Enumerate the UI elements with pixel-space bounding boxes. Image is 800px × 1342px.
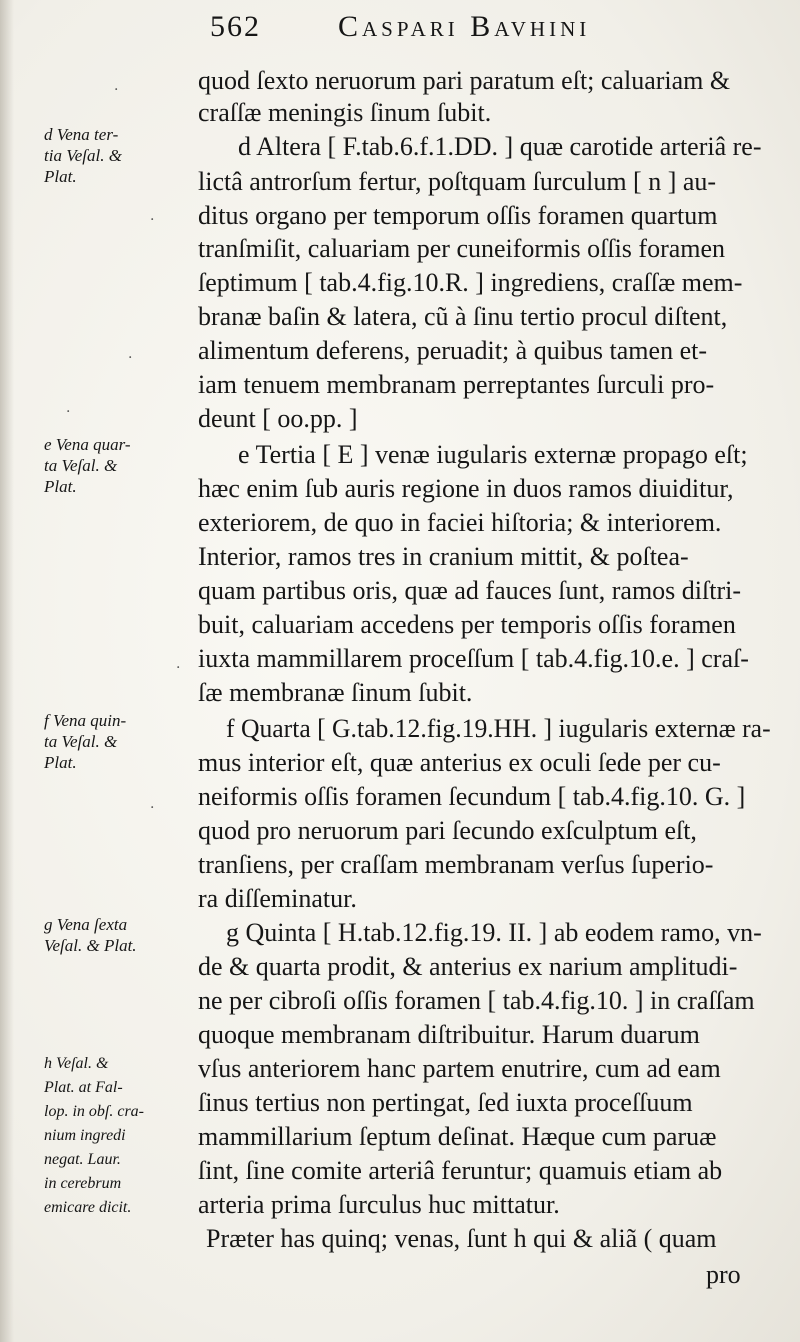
marginal-note-line: Plat. (44, 167, 77, 186)
text-line: deunt [ oo.pp. ] (198, 404, 358, 433)
running-head: Caspari Bavhini (338, 10, 591, 43)
marginal-note-line: g Vena ſexta (44, 915, 128, 934)
ink-speck: · (128, 350, 133, 366)
text-line: d Altera [ F.tab.6.f.1.DD. ] quæ carotide arteriâ re- (238, 132, 762, 161)
ink-speck: · (150, 800, 155, 816)
text-line: ſinus tertius non pertingat, ſed iuxta proceſſuum (198, 1088, 693, 1117)
marginal-note-line: e Vena quar- (44, 435, 131, 454)
text-line: alimentum deferens, peruadit; à quibus tamen et- (198, 336, 707, 365)
text-line: mus interior eſt, quæ anterius ex oculi ſede per cu- (198, 748, 721, 777)
marginal-note-line: Veſal. & Plat. (44, 936, 137, 955)
text-line: tranſiens, per craſſam membranam verſus ſuperio- (198, 850, 714, 879)
marginal-note-line: nium ingredi (44, 1127, 126, 1144)
text-line: ditus organo per temporum oſſis foramen quartum (198, 201, 718, 230)
text-line: quod ſexto neruorum pari paratum eſt; caluariam & (198, 66, 731, 95)
marginal-note-line: in cerebrum (44, 1175, 122, 1192)
text-line: exteriorem, de quo in faciei hiſtoria; & interiorem. (198, 508, 722, 537)
text-line: e Tertia [ E ] venæ iugularis externæ propago eſt; (238, 440, 748, 469)
text-line: Præter has quinq; venas, ſunt h qui & aliã ( quam (206, 1224, 717, 1253)
text-line: ſeptimum [ tab.4.fig.10.R. ] ingrediens, craſſæ mem- (198, 268, 743, 297)
text-line: iam tenuem membranam perreptantes ſurculi pro- (198, 370, 715, 399)
catchword: pro (706, 1260, 741, 1289)
marginal-note-line: d Vena ter- (44, 125, 119, 144)
marginal-note-d (44, 124, 184, 187)
text-line: iuxta mammillarem proceſſum [ tab.4.fig.10.e. ] craſ- (198, 644, 749, 673)
page-header (210, 10, 790, 50)
text-line: de & quarta prodit, & anterius ex narium amplitudi- (198, 952, 738, 981)
text-line: hæc enim ſub auris regione in duos ramos diuiditur, (198, 474, 734, 503)
text-line: tranſmiſit, caluariam per cuneiformis oſſis foramen (198, 234, 726, 263)
marginal-note-g (44, 914, 184, 956)
page-number: 562 (210, 10, 261, 43)
ink-speck: · (114, 82, 119, 98)
text-line: branæ baſin & latera, cũ à ſinu tertio procul diſtent, (198, 302, 728, 331)
ink-speck: · (176, 660, 181, 676)
text-line: ra diſſeminatur. (198, 884, 357, 913)
text-line: buit, caluariam accedens per temporis oſſis foramen (198, 610, 736, 639)
marginal-note-line: Plat. (44, 753, 77, 772)
text-line: f Quarta [ G.tab.12.fig.19.HH. ] iugularis externæ ra- (226, 714, 771, 743)
text-line: lictâ antrorſum fertur, poſtquam ſurculum [ n ] au- (198, 167, 717, 196)
text-line: ne per cibroſi oſſis foramen [ tab.4.fig.10. ] in craſſam (198, 986, 755, 1015)
ink-speck: · (66, 404, 71, 420)
marginal-note-line: emicare dicit. (44, 1199, 132, 1216)
marginal-note-line: ta Veſal. & (44, 732, 118, 751)
marginal-note-line: ta Veſal. & (44, 456, 118, 475)
text-line: g Quinta [ H.tab.12.fig.19. II. ] ab eodem ramo, vn- (226, 918, 762, 947)
text-line: ſæ membranæ ſinum ſubit. (198, 678, 473, 707)
text-line: mammillarium ſeptum deſinat. Hæque cum paruæ (198, 1122, 717, 1151)
text-line: vſus anteriorem hanc partem enutrire, cum ad eam (198, 1054, 721, 1083)
text-line: quod pro neruorum pari ſecundo exſculptum eſt, (198, 816, 697, 845)
text-line: arteria prima ſurculus huc mittatur. (198, 1190, 560, 1219)
marginal-note-line: lop. in obſ. cra- (44, 1103, 144, 1120)
text-line: craſſæ meningis ſinum ſubit. (198, 98, 492, 127)
gutter-shadow (0, 0, 14, 1342)
marginal-note-line: Plat. (44, 477, 77, 496)
text-line: ſint, ſine comite arteriâ feruntur; quamuis etiam ab (198, 1156, 723, 1185)
text-line: quoque membranam diſtribuitur. Harum duarum (198, 1020, 700, 1049)
text-line: quam partibus oris, quæ ad fauces ſunt, ramos diſtri- (198, 576, 742, 605)
text-line: Interior, ramos tres in cranium mittit, & poſtea- (198, 542, 689, 571)
marginal-note-line: h Veſal. & (44, 1055, 109, 1072)
marginal-note-h (44, 1052, 184, 1220)
marginal-note-line: Plat. at Fal- (44, 1079, 123, 1096)
text-line: neiformis oſſis foramen ſecundum [ tab.4.fig.10. G. ] (198, 782, 746, 811)
marginal-note-line: tia Veſal. & (44, 146, 122, 165)
marginal-note-line: f Vena quin- (44, 711, 127, 730)
marginal-note-e (44, 434, 184, 497)
ink-speck: · (150, 212, 155, 228)
marginal-note-line: negat. Laur. (44, 1151, 121, 1168)
marginal-note-f (44, 710, 184, 773)
